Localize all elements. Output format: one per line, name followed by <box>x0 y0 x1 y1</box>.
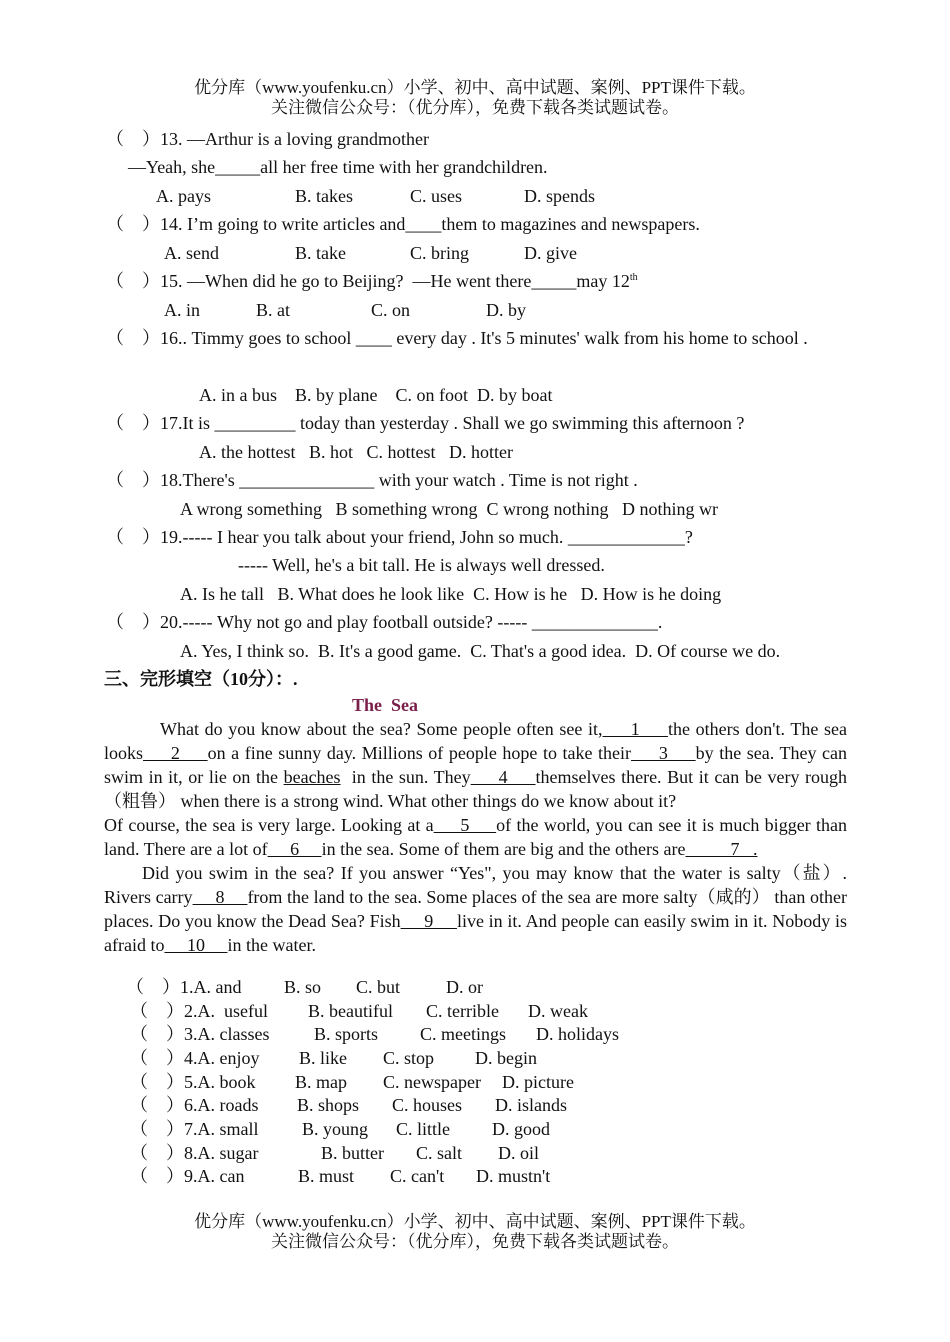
cloze-5-a: （ ）5.A. book <box>130 1072 256 1092</box>
cloze-9-b: B. must <box>298 1166 355 1186</box>
cloze-9-a: （ ）9.A. can <box>130 1166 245 1186</box>
q15-option-d: D. by <box>486 300 526 320</box>
cloze-4-c: C. stop <box>383 1048 435 1068</box>
q13-option-c: C. uses <box>410 186 463 206</box>
cloze-4-b: B. like <box>299 1048 347 1068</box>
cloze-4-d: D. begin <box>475 1048 537 1068</box>
cloze-3-b: B. sports <box>314 1024 379 1044</box>
cloze-8-d: D. oil <box>498 1143 540 1163</box>
blank-6: 6 <box>267 839 322 859</box>
cloze-5-b: B. map <box>295 1072 347 1092</box>
passage-paragraph-2: Of course, the sea is very large. Looking at a 5 of the world, you can see it is much bigger than land. There are a lot of 6 in the sea. Some of them are big and the others are 7 . <box>104 815 848 859</box>
q17-options: A. the hottest B. hot C. hottest D. hotter <box>199 442 513 462</box>
cloze-1-c: C. but <box>356 977 401 997</box>
page-footer-line-1: 优分库（www.youfenku.cn）小学、初中、高中试题、案例、PPT课件下载。 <box>194 1212 756 1231</box>
section-3-heading: 三、完形填空（10分）：. <box>104 669 298 689</box>
cloze-3-a: （ ）3.A. classes <box>130 1024 270 1044</box>
q13-option-d: D. spends <box>524 186 595 206</box>
cloze-2-a: （ ）2.A. useful <box>130 1001 268 1021</box>
passage-paragraph-1: What do you know about the sea? Some people often see it, 1 the others don't. The sea looks 2 on a fine sunny day. Millions of people hope to take their 3 by the sea. They can swim in it, or lie on the beaches in the sun. They 4 themselves there. But it can be very rough（粗鲁） when there is a strong wind. What other things do we know about it? <box>104 719 848 811</box>
q15-option-c: C. on <box>371 300 411 320</box>
cloze-5-c: C. newspaper <box>383 1072 481 1092</box>
cloze-2-b: B. beautiful <box>308 1001 393 1021</box>
q14-option-c: C. bring <box>410 243 470 263</box>
blank-10: 10 <box>164 935 228 955</box>
q19-reply: ----- Well, he's a bit tall. He is always well dressed. <box>238 555 605 575</box>
cloze-4-a: （ ）4.A. enjoy <box>130 1048 260 1068</box>
cloze-5-d: D. picture <box>502 1072 574 1092</box>
blank-9: 9 <box>400 911 457 931</box>
cloze-8-a: （ ）8.A. sugar <box>130 1143 259 1163</box>
q19-stem: （ ）19.----- I hear you talk about your friend, John so much. _____________? <box>106 527 693 547</box>
cloze-6-a: （ ）6.A. roads <box>130 1095 259 1115</box>
blank-8: 8 <box>192 887 248 907</box>
q17-stem: （ ）17.It is _________ today than yesterday . Shall we go swimming this afternoon ? <box>106 413 745 433</box>
q15-stem: （ ）15. —When did he go to Beijing? —He went there_____may 12th <box>106 271 638 291</box>
cloze-8-b: B. butter <box>321 1143 384 1163</box>
page-footer-line-2: 关注微信公众号：（优分库），免费下载各类试题试卷。 <box>271 1232 679 1251</box>
cloze-2-d: D. weak <box>528 1001 588 1021</box>
q16-options: A. in a bus B. by plane C. on foot D. by boat <box>199 385 553 405</box>
q13-option-a: A. pays <box>156 186 211 206</box>
q20-options: A. Yes, I think so. B. It's a good game. C. That's a good idea. D. Of course we do. <box>180 641 781 661</box>
q13-reply: —Yeah, she_____all her free time with her grandchildren. <box>128 157 548 177</box>
blank-3: 3 <box>631 743 696 763</box>
cloze-3-c: C. meetings <box>420 1024 506 1044</box>
q14-option-a: A. send <box>164 243 219 263</box>
cloze-9-d: D. mustn't <box>476 1166 551 1186</box>
page-header-line-2: 关注微信公众号：（优分库），免费下载各类试题试卷。 <box>271 98 679 117</box>
q18-stem: （ ）18.There's _______________ with your watch . Time is not right . <box>106 470 638 490</box>
cloze-2-c: C. terrible <box>426 1001 499 1021</box>
q15-option-a: A. in <box>164 300 200 320</box>
blank-1: 1 <box>602 719 669 739</box>
blank-2: 2 <box>143 743 208 763</box>
cloze-7-d: D. good <box>492 1119 550 1139</box>
passage-title: The Sea <box>352 695 419 715</box>
q14-option-d: D. give <box>524 243 577 263</box>
cloze-7-b: B. young <box>302 1119 369 1139</box>
cloze-3-d: D. holidays <box>536 1024 619 1044</box>
cloze-9-c: C. can't <box>390 1166 445 1186</box>
cloze-1-b: B. so <box>284 977 322 997</box>
q13-stem: （ ）13. —Arthur is a loving grandmother <box>106 129 429 149</box>
q13-option-b: B. takes <box>295 186 353 206</box>
q20-stem: （ ）20.----- Why not go and play football outside? ----- ______________. <box>106 612 663 632</box>
page-header-line-1: 优分库（www.youfenku.cn）小学、初中、高中试题、案例、PPT课件下载。 <box>194 78 756 97</box>
blank-4: 4 <box>470 767 536 787</box>
cloze-7-c: C. little <box>396 1119 450 1139</box>
q19-options: A. Is he tall B. What does he look like C. How is he D. How is he doing <box>180 584 722 604</box>
passage-paragraph-3: Did you swim in the sea? If you answer “Yes", you may know that the water is salty（盐）. Rivers carry 8 from the land to the sea. Some places of the sea are more salty（咸的） than other places. Do you know the Dead Sea? Fish 9 live in it. And people can easily swim in it. Nobody is afraid to 10 in the water. <box>104 863 848 955</box>
q16-stem: （ ）16.. Timmy goes to school ____ every day . It's 5 minutes' walk from his home to school . <box>106 328 808 348</box>
cloze-7-a: （ ）7.A. small <box>130 1119 259 1139</box>
q14-option-b: B. take <box>295 243 346 263</box>
cloze-6-b: B. shops <box>297 1095 360 1115</box>
q15-superscript: th <box>629 272 638 283</box>
cloze-6-d: D. islands <box>495 1095 567 1115</box>
blank-7: 7 . <box>685 839 758 859</box>
cloze-8-c: C. salt <box>416 1143 463 1163</box>
cloze-1-d: D. or <box>446 977 483 997</box>
q15-option-b: B. at <box>256 300 290 320</box>
beaches-word: beaches <box>283 767 341 787</box>
cloze-6-c: C. houses <box>392 1095 463 1115</box>
blank-5: 5 <box>433 815 497 835</box>
q18-options: A wrong something B something wrong C wrong nothing D nothing wr <box>180 499 718 519</box>
cloze-1-a: （ ）1.A. and <box>126 977 242 997</box>
q14-stem: （ ）14. I’m going to write articles and____them to magazines and newspapers. <box>106 214 700 234</box>
